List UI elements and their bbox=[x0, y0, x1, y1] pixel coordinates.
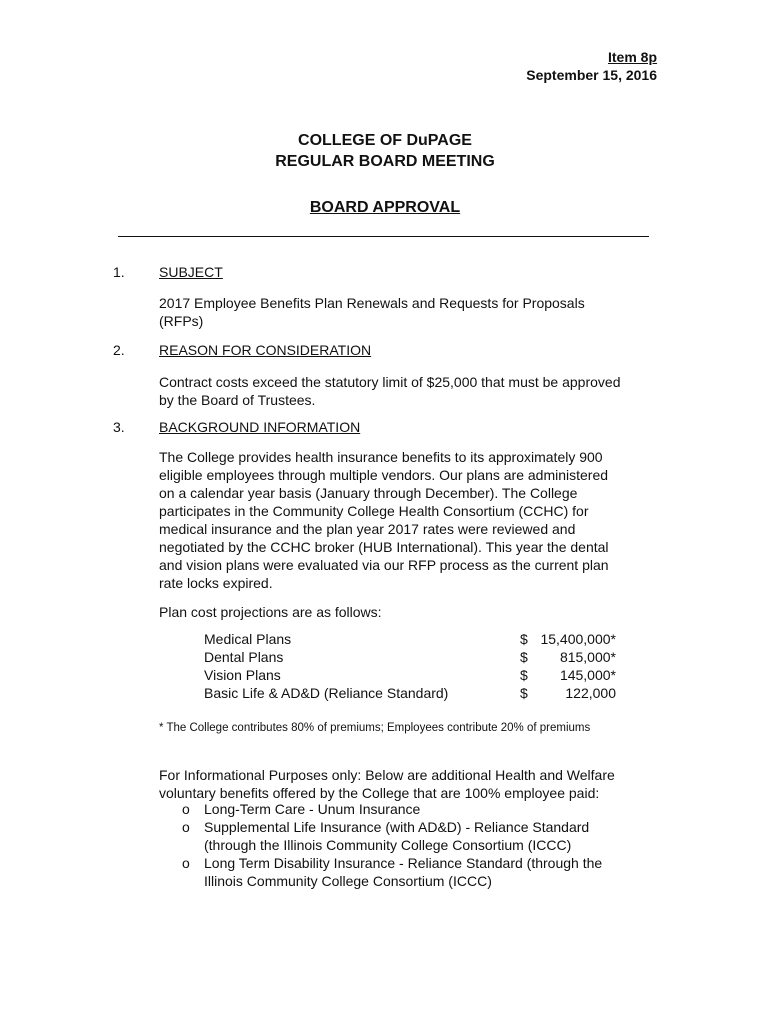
cost-amount: 122,000 bbox=[565, 685, 616, 701]
paragraph-line: eligible employees through multiple vendors. Our plans are administered bbox=[159, 467, 609, 483]
paragraph-line: voluntary benefits offered by the College that are 100% employee paid: bbox=[159, 785, 600, 801]
paragraph-line: For Informational Purposes only: Below are additional Health and Welfare bbox=[159, 767, 615, 783]
cost-row bbox=[204, 684, 624, 702]
paragraph-line: negotiated by the CCHC broker (HUB International). This year the dental bbox=[159, 539, 609, 555]
college-title: COLLEGE OF DuPAGE bbox=[298, 132, 472, 149]
section-subject-body bbox=[159, 294, 659, 330]
list-item-line: (through the Illinois Community College Consortium (ICCC) bbox=[204, 837, 572, 853]
bullet-marker: o bbox=[182, 855, 190, 871]
section-heading: BACKGROUND INFORMATION bbox=[159, 419, 361, 435]
paragraph-line: (RFPs) bbox=[159, 313, 204, 329]
paragraph-line: Contract costs exceed the statutory limit of $25,000 that must be approved bbox=[159, 374, 621, 390]
cost-label: Medical Plans bbox=[204, 631, 292, 647]
cost-row bbox=[204, 630, 624, 648]
cost-currency: $ bbox=[520, 631, 528, 647]
meeting-title: REGULAR BOARD MEETING bbox=[275, 153, 495, 170]
bullet-marker: o bbox=[182, 819, 190, 835]
section-background-body bbox=[159, 448, 659, 592]
cost-amount: 145,000* bbox=[559, 667, 616, 683]
cost-currency: $ bbox=[520, 667, 528, 683]
paragraph-line: participates in the Community College Health Consortium (CCHC) for bbox=[159, 503, 589, 519]
bullet-marker: o bbox=[182, 801, 190, 817]
board-approval-title: BOARD APPROVAL bbox=[309, 199, 461, 216]
list-item-line: Supplemental Life Insurance (with AD&D) - Reliance Standard bbox=[204, 819, 590, 835]
cost-label: Dental Plans bbox=[204, 649, 284, 665]
section-number: 2. bbox=[113, 342, 125, 358]
paragraph-line: rate locks expired. bbox=[159, 575, 273, 591]
section-heading: REASON FOR CONSIDERATION bbox=[159, 342, 372, 358]
list-item bbox=[182, 818, 652, 854]
cost-projection-table bbox=[204, 630, 624, 702]
cost-label: Vision Plans bbox=[204, 667, 281, 683]
list-item bbox=[182, 800, 652, 818]
list-item-line: Long Term Disability Insurance - Reliance Standard (through the bbox=[204, 855, 603, 871]
cost-currency: $ bbox=[520, 649, 528, 665]
meeting-date: September 15, 2016 bbox=[526, 67, 657, 83]
premium-footnote: * The College contributes 80% of premiums; Employees contribute 20% of premiums bbox=[159, 722, 591, 734]
section-number: 1. bbox=[113, 264, 125, 280]
projections-intro: Plan cost projections are as follows: bbox=[159, 604, 382, 620]
item-number: Item 8p bbox=[607, 49, 657, 65]
paragraph-line: by the Board of Trustees. bbox=[159, 392, 316, 408]
section-number: 3. bbox=[113, 419, 125, 435]
paragraph-line: and vision plans were evaluated via our RFP process as the current plan bbox=[159, 557, 609, 573]
cost-row bbox=[204, 666, 624, 684]
cost-amount: 15,400,000* bbox=[540, 631, 616, 647]
list-item-line: Long-Term Care - Unum Insurance bbox=[204, 801, 421, 817]
cost-label: Basic Life & AD&D (Reliance Standard) bbox=[204, 685, 449, 701]
paragraph-line: on a calendar year basis (January through December). The College bbox=[159, 485, 578, 501]
cost-amount: 815,000* bbox=[559, 649, 616, 665]
voluntary-benefits-list bbox=[182, 800, 652, 890]
list-item bbox=[182, 854, 652, 890]
cost-row bbox=[204, 648, 624, 666]
cost-currency: $ bbox=[520, 685, 528, 701]
section-heading: SUBJECT bbox=[159, 264, 223, 280]
list-item-line: Illinois Community College Consortium (ICCC) bbox=[204, 873, 492, 889]
paragraph-line: The College provides health insurance benefits to its approximately 900 bbox=[159, 449, 603, 465]
paragraph-line: 2017 Employee Benefits Plan Renewals and Requests for Proposals bbox=[159, 295, 585, 311]
paragraph-line: medical insurance and the plan year 2017 rates were reviewed and bbox=[159, 521, 576, 537]
document-header bbox=[526, 48, 657, 84]
section-reason-body bbox=[159, 373, 659, 409]
informational-paragraph bbox=[159, 766, 659, 802]
title-divider bbox=[118, 236, 649, 237]
